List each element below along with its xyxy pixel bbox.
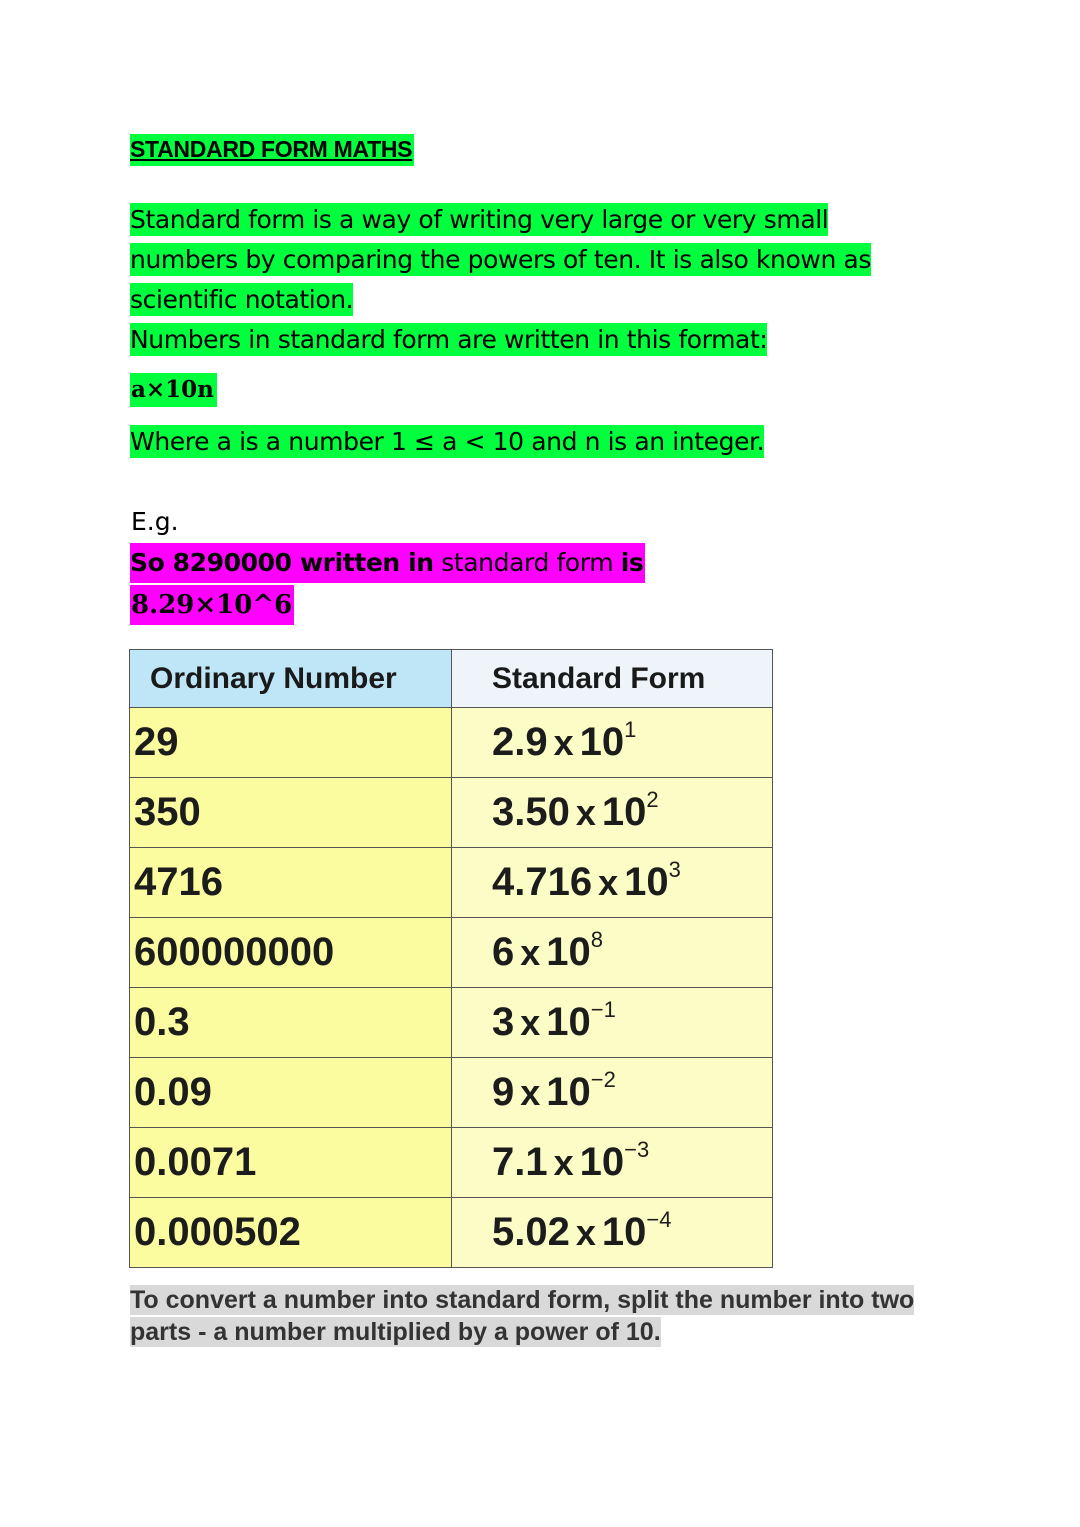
times-sign: x [520,1002,541,1043]
conversion-note-text: To convert a number into standard form, split the number into two parts - a number multiplied by a power of 10. [130,1286,915,1346]
base: 10 [579,720,625,764]
mantissa: 6 [492,930,515,974]
mantissa: 2.9 [492,720,548,764]
times-sign: x [553,1142,574,1183]
example-label: E.g. [131,507,179,536]
mantissa: 3 [492,1000,515,1044]
ordinary-number-cell: 0.3 [130,988,452,1058]
table-row [130,708,773,778]
table-row [130,1128,773,1198]
header-standard-form: Standard Form [452,650,773,708]
condition-text: Where a is a number 1 ≤ a < 10 and n is an integer. [130,427,765,456]
standard-form-cell [452,708,773,778]
exponent: 2 [646,787,659,812]
base: 10 [546,1000,591,1044]
standard-form-cell [452,778,773,848]
conversion-note [130,1284,950,1348]
exponent: 1 [624,717,637,742]
table-row [130,778,773,848]
format-intro-text: Numbers in standard form are written in this format: [130,325,768,354]
standard-form-cell [452,918,773,988]
page-title: STANDARD FORM MATHS [130,134,414,166]
base: 10 [624,860,669,904]
mantissa: 9 [492,1070,515,1114]
times-sign: x [575,1212,596,1253]
definition-text: Standard form is a way of writing very large or very small numbers by comparing the powers of ten. It is also known as scientific notation. [130,205,871,314]
mantissa: 4.716 [492,860,593,904]
ordinary-number-cell: 0.09 [130,1058,452,1128]
base: 10 [579,1140,625,1184]
header-ordinary-number: Ordinary Number [130,650,452,708]
standard-form-cell [452,988,773,1058]
standard-form-cell [452,848,773,918]
standard-form-cell [452,1128,773,1198]
table-row [130,1198,773,1268]
exponent: −1 [590,997,616,1022]
exponent: 8 [590,927,604,952]
example-sentence [130,543,645,583]
ordinary-number-cell: 0.0071 [130,1128,452,1198]
example-sentence-start: So 8290000 written in [130,548,434,577]
example-sentence-mid: standard form [433,548,621,577]
ordinary-number-cell: 29 [130,708,452,778]
times-sign: x [520,932,541,973]
mantissa: 3.50 [492,790,570,834]
example-sentence-end: is [620,548,644,577]
exponent: −2 [590,1067,616,1092]
table-row [130,848,773,918]
standard-form-formula: a×10n [130,373,217,407]
base: 10 [546,1070,591,1114]
table-row [130,918,773,988]
standard-form-table [129,649,773,1268]
condition-paragraph [130,422,764,462]
exponent: −3 [624,1137,650,1162]
ordinary-number-cell: 4716 [130,848,452,918]
mantissa: 7.1 [492,1140,548,1184]
exponent: 3 [668,857,681,882]
standard-form-cell [452,1058,773,1128]
standard-form-cell [452,1198,773,1268]
table-row [130,1058,773,1128]
exponent: −4 [646,1207,672,1232]
ordinary-number-cell: 350 [130,778,452,848]
times-sign: x [520,1072,541,1113]
example-result: 8.29×10^6 [130,585,294,625]
ordinary-number-cell: 600000000 [130,918,452,988]
times-sign: x [598,862,619,903]
ordinary-number-cell: 0.000502 [130,1198,452,1268]
format-intro-paragraph [130,320,767,360]
base: 10 [601,790,647,834]
table-header-row [130,650,773,708]
base: 10 [546,930,591,974]
table-body [130,708,773,1268]
times-sign: x [553,722,574,763]
definition-paragraph [130,200,920,320]
base: 10 [601,1210,647,1254]
mantissa: 5.02 [492,1210,570,1254]
times-sign: x [575,792,596,833]
table-row [130,988,773,1058]
